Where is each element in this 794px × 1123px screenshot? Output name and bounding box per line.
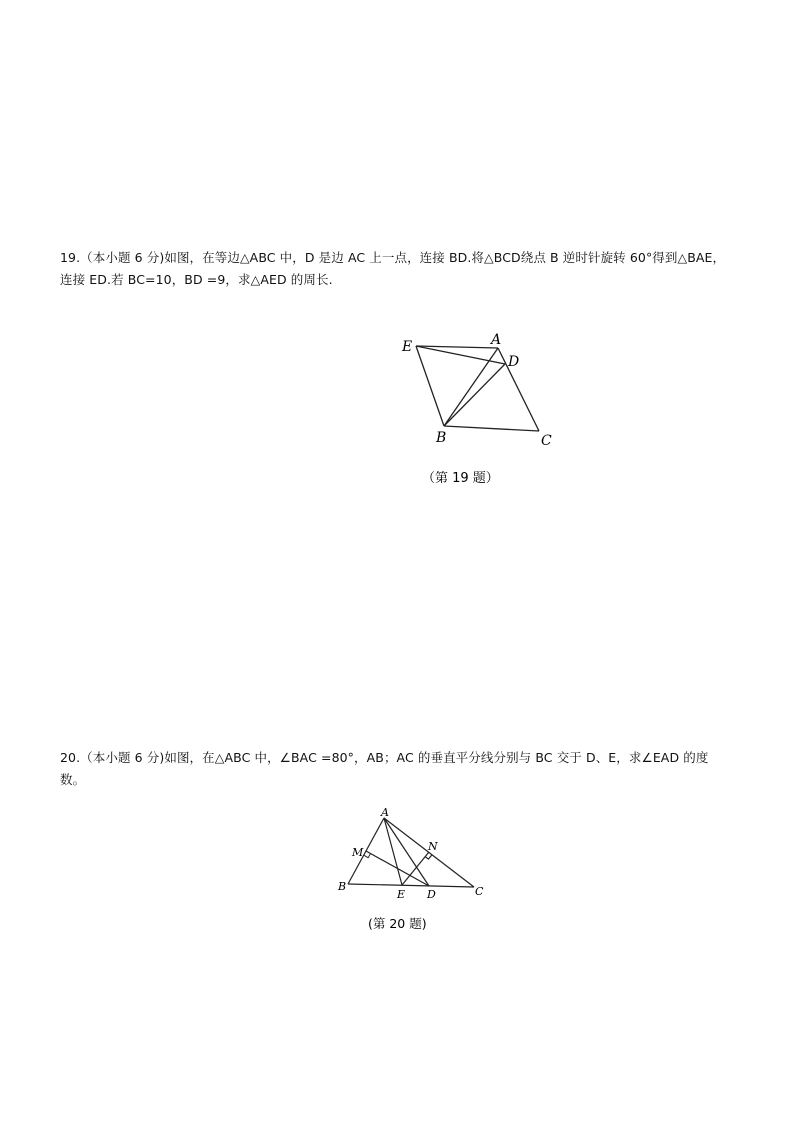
segment-ad [384,818,429,886]
label-d: D [508,354,520,370]
figure-19-caption: （第 19 题） [422,471,499,486]
label-a: A [381,806,389,819]
problem-19-text: 19.（本小题 6 分)如图，在等边△ABC 中，D 是边 AC 上一点，连接 BD.将△BCD绕点 B 逆时针旋转 60°得到△BAE，连接 ED.若 BC=10，BD =9，求△AED 的周长. [60,250,726,287]
figure-20-caption: (第 20 题) [368,916,427,931]
label-c: C [541,433,552,449]
problem-19-figure [392,318,572,498]
segment-eb [416,346,444,426]
segment-ea [416,346,498,348]
label-e: E [397,888,406,901]
segment-ed [416,346,505,364]
segment-bd [444,364,505,426]
segment-bc [444,426,539,431]
label-e: E [402,339,413,355]
label-c: C [475,885,484,898]
segment-ab [444,348,498,426]
segment-bc [348,884,474,887]
label-b: B [338,880,347,893]
label-m: M [352,846,364,859]
label-a: A [491,332,502,348]
label-d: D [427,888,436,901]
problem-20-text: 20.（本小题 6 分)如图，在△ABC 中，∠BAC =80°，AB；AC 的垂直平分线分别与 BC 交于 D、E，求∠EAD 的度数。 [60,750,709,787]
problem-20-figure [332,804,492,934]
label-n: N [428,840,438,853]
segment-ae [384,818,402,885]
label-b: B [436,430,447,446]
